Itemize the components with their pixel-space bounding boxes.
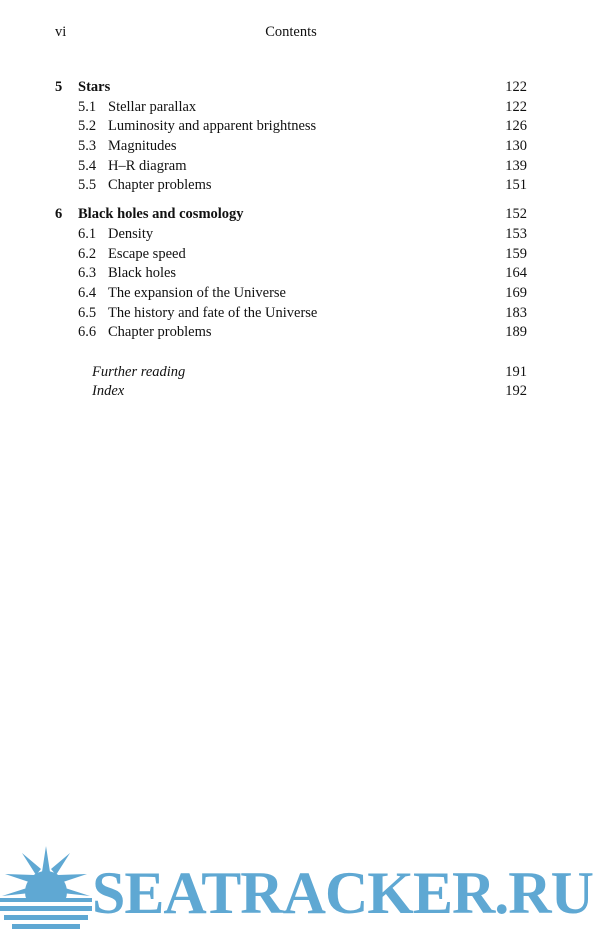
section-page: 169 [505, 284, 527, 301]
section-page: 153 [505, 225, 527, 242]
section-title: Stellar parallax [108, 98, 197, 115]
toc-section-6-1[interactable] [55, 225, 527, 245]
section-title: Luminosity and apparent brightness [108, 118, 317, 135]
toc-section-5-2[interactable] [55, 117, 527, 137]
back-matter-page: 192 [505, 383, 527, 400]
section-number: 5.3 [78, 138, 97, 155]
page-number: vi [55, 24, 67, 40]
back-matter-title: Index [92, 383, 125, 400]
section-number: 5.4 [78, 157, 97, 174]
section-number: 6.2 [78, 245, 97, 262]
section-number: 5.2 [78, 118, 97, 135]
section-page: 183 [505, 304, 527, 321]
chapter-number: 5 [55, 79, 63, 95]
section-title: The history and fate of the Universe [108, 304, 318, 321]
section-page: 164 [505, 265, 527, 282]
section-title: Magnitudes [108, 138, 177, 155]
section-number: 6.4 [78, 284, 97, 301]
toc-chapter-5[interactable] [55, 78, 527, 98]
toc-chapter-6[interactable] [55, 205, 527, 225]
toc-section-6-4[interactable] [55, 284, 527, 304]
chapter-page: 122 [505, 79, 527, 95]
toc-section-5-3[interactable] [55, 137, 527, 157]
spacer [55, 196, 527, 205]
section-page: 189 [505, 324, 527, 341]
section-title: Chapter problems [108, 324, 212, 341]
section-number: 6.6 [78, 324, 97, 341]
section-number: 6.5 [78, 304, 97, 321]
sun-logo-icon [0, 842, 92, 934]
toc-section-6-2[interactable] [55, 245, 527, 265]
watermark [0, 842, 595, 934]
section-page: 139 [505, 157, 527, 174]
toc-section-5-5[interactable] [55, 176, 527, 196]
running-header [55, 24, 527, 42]
toc-section-6-3[interactable] [55, 264, 527, 284]
toc-further-reading[interactable] [55, 363, 527, 383]
section-number: 6.1 [78, 225, 97, 242]
section-page: 130 [505, 138, 527, 155]
section-title: Black holes [108, 265, 177, 282]
toc-section-5-1[interactable] [55, 98, 527, 118]
toc-index[interactable] [55, 382, 527, 402]
toc-section-6-5[interactable] [55, 304, 527, 324]
chapter-title: Stars [78, 79, 111, 95]
section-number: 5.1 [78, 98, 97, 115]
chapter-number: 6 [55, 206, 63, 223]
section-title: Chapter problems [108, 177, 212, 194]
chapter-page: 152 [505, 206, 527, 223]
section-page: 151 [505, 177, 527, 194]
page-title: Contents [265, 24, 317, 40]
section-number: 5.5 [78, 177, 97, 194]
toc-section-5-4[interactable] [55, 157, 527, 177]
section-number: 6.3 [78, 265, 97, 282]
section-title: Escape speed [108, 245, 186, 262]
section-page: 159 [505, 245, 527, 262]
watermark-text: SEATRACKER.RU [92, 860, 593, 926]
section-title: H–R diagram [108, 157, 187, 174]
section-page: 122 [505, 98, 527, 115]
back-matter-page: 191 [505, 363, 527, 380]
spacer [55, 343, 527, 363]
section-title: The expansion of the Universe [108, 284, 286, 301]
chapter-title: Black holes and cosmology [78, 206, 244, 223]
section-page: 126 [505, 118, 527, 135]
table-of-contents [55, 78, 527, 402]
section-title: Density [108, 225, 154, 242]
back-matter-title: Further reading [92, 363, 186, 380]
toc-section-6-6[interactable] [55, 323, 527, 343]
